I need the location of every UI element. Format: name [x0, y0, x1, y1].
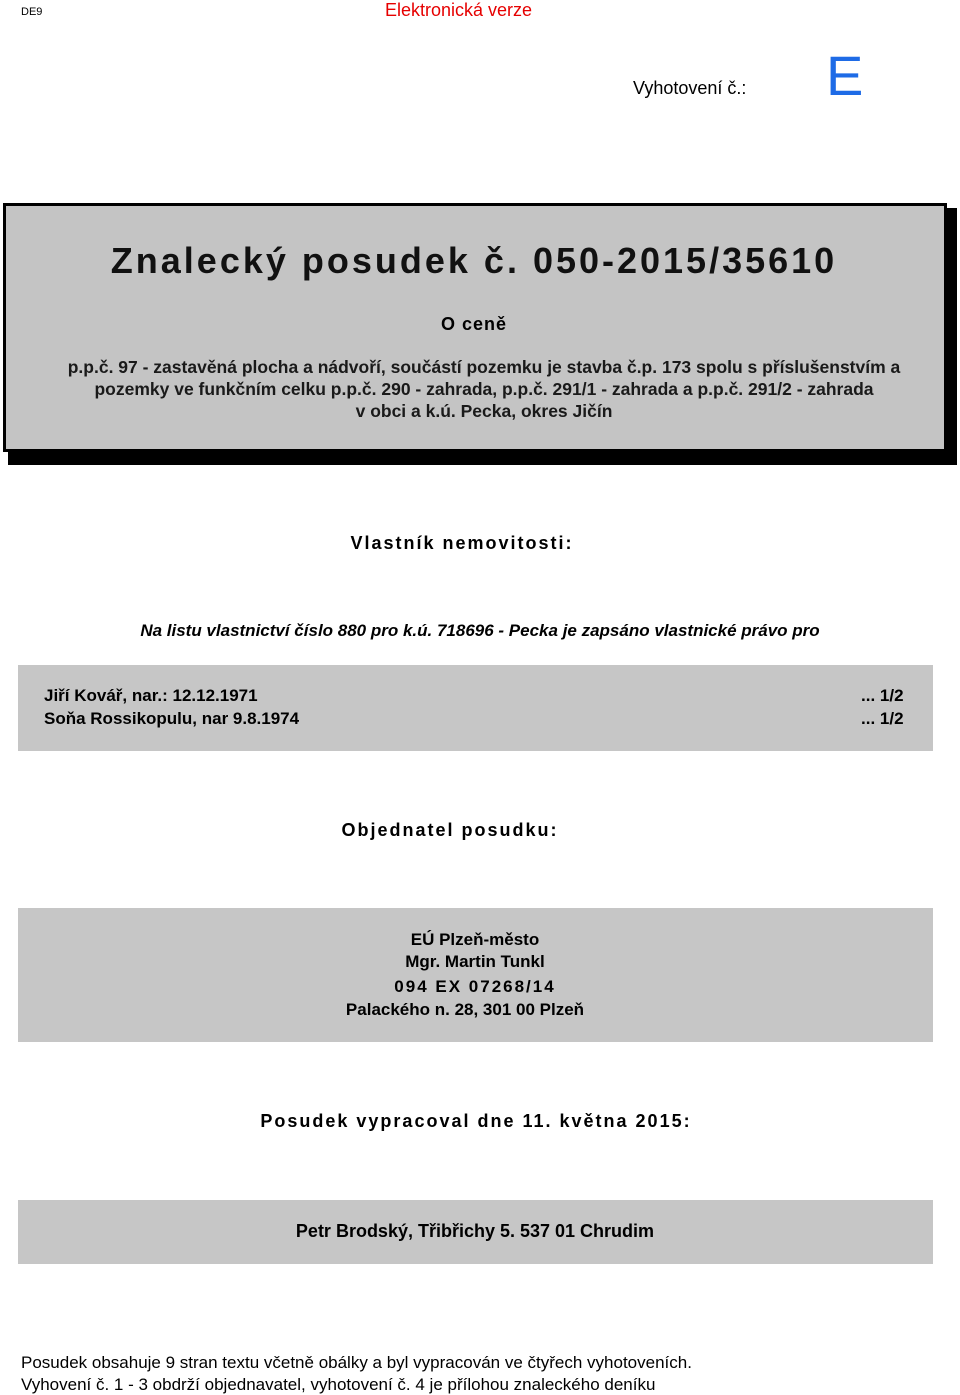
copy-letter: E: [826, 44, 864, 107]
property-line: p.p.č. 97 - zastavěná plocha a nádvoří, součástí pozemku je stavba č.p. 173 spolu s příslušenstvím a: [67, 357, 901, 377]
property-line: v obci a k.ú. Pecka, okres Jičín: [355, 401, 613, 421]
footer-note: Posudek obsahuje 9 stran textu včetně obálky a byl vypracován ve čtyřech vyhotoveních.: [21, 1353, 692, 1372]
orderer-box: [18, 908, 933, 1042]
orderer-heading: Objednatel posudku:: [341, 820, 559, 840]
orderer-line: Mgr. Martin Tunkl: [405, 952, 545, 971]
owner-share: ... 1/2: [861, 709, 904, 728]
report-subtitle: O ceně: [440, 314, 508, 334]
document-code: DE9: [21, 6, 43, 18]
owners-box: [18, 665, 933, 751]
author-name-address: Petr Brodský, Třibřichy 5. 537 01 Chrudim: [295, 1221, 655, 1241]
owner-share: ... 1/2: [861, 686, 904, 705]
owner-name: Jiří Kovář, nar.: 12.12.1971: [44, 686, 258, 705]
copy-number-label: Vyhotovení č.:: [633, 78, 747, 98]
orderer-line: Palackého n. 28, 301 00 Plzeň: [345, 1000, 585, 1019]
orderer-line: EÚ Plzeň-město: [410, 930, 540, 949]
owner-name: Soňa Rossikopulu, nar 9.8.1974: [44, 709, 300, 728]
property-line: pozemky ve funkčním celku p.p.č. 290 - zahrada, p.p.č. 291/1 - zahrada a p.p.č. 291/2 - zahrada: [94, 379, 874, 399]
orderer-line: 094 EX 07268/14: [394, 977, 556, 996]
registry-text: Na listu vlastnictví číslo 880 pro k.ú. 718696 - Pecka je zapsáno vlastnické právo pro: [140, 621, 820, 640]
electronic-version-label: Elektronická verze: [385, 0, 533, 20]
report-date-heading: Posudek vypracoval dne 11. května 2015:: [260, 1111, 692, 1131]
owner-heading: Vlastník nemovitosti:: [350, 533, 574, 553]
property-description: [30, 356, 938, 422]
report-title: Znalecký posudek č. 050-2015/35610: [110, 240, 838, 281]
footer-note: Vyhovení č. 1 - 3 obdrží objednavatel, vyhotovení č. 4 je přílohou znaleckého deníku: [21, 1375, 656, 1394]
